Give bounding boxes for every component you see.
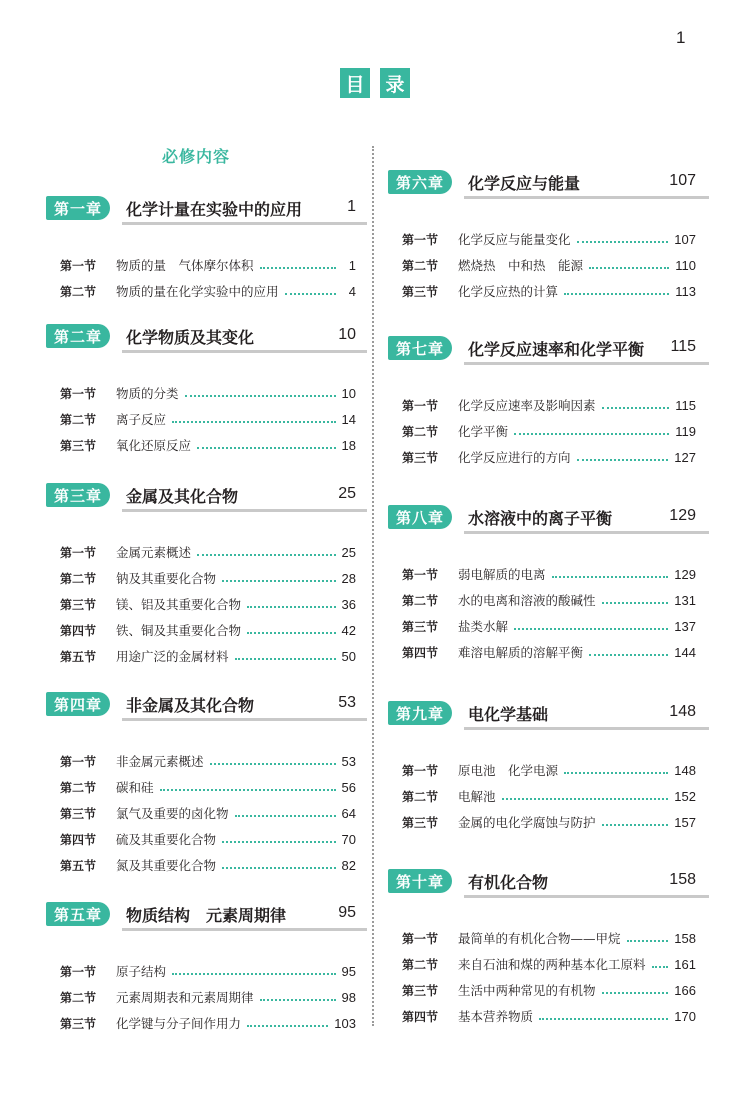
section-page: 161 [674,956,696,972]
chapter-page: 1 [347,198,356,215]
section-row[interactable] [388,278,696,304]
section-title: 氮及其重要化合物 [116,858,217,873]
section-list [388,392,696,470]
section-list [46,252,356,304]
section-page: 131 [674,592,696,608]
chapter-badge: 第五章 [46,902,110,926]
leader-dots [260,998,336,1001]
section-row[interactable] [46,432,356,458]
section-title: 离子反应 [116,412,167,427]
section-number: 第一节 [60,545,97,560]
section-page: 56 [341,779,356,795]
section-number: 第三节 [60,1016,97,1031]
section-row[interactable] [388,809,696,835]
leader-dots [210,762,336,765]
section-number: 第二节 [60,284,97,299]
section-number: 第三节 [402,983,439,998]
section-number: 第四节 [402,1009,439,1024]
section-list [46,748,356,878]
section-page: 157 [674,814,696,830]
section-list [388,925,696,1029]
section-page: 98 [341,989,356,1005]
section-page: 4 [348,283,356,299]
leader-dots [222,579,336,582]
section-number: 第一节 [60,258,97,273]
section-page: 14 [341,411,356,427]
section-number: 第一节 [402,398,439,413]
section-page: 18 [341,437,356,453]
section-row[interactable] [388,977,696,1003]
chapter-page: 115 [670,338,696,355]
section-list [46,958,356,1036]
section-row[interactable] [388,613,696,639]
leader-dots [247,1024,328,1027]
section-number: 第一节 [402,931,439,946]
leader-dots [247,605,336,608]
section-number: 第三节 [60,438,97,453]
section-page: 36 [341,596,356,612]
chapter-underline [464,895,709,898]
section-row[interactable] [46,539,356,565]
section-number: 第三节 [60,806,97,821]
leader-dots [602,823,669,826]
toc-title-char-2: 录 [380,68,410,98]
chapter-entry[interactable] [388,170,696,304]
leader-dots [627,939,669,942]
chapter-underline [122,222,367,225]
section-title: 基本营养物质 [458,1009,534,1024]
leader-dots [197,446,336,449]
section-row[interactable] [388,226,696,252]
section-row[interactable] [46,826,356,852]
leader-dots [652,965,669,968]
section-title: 电解池 [458,789,496,804]
section-title: 盐类水解 [458,619,509,634]
section-title: 物质的量 气体摩尔体积 [116,258,254,273]
section-row[interactable] [388,783,696,809]
section-title: 用途广泛的金属材料 [116,649,229,664]
section-list [46,380,356,458]
chapter-underline [464,362,709,365]
section-row[interactable] [46,406,356,432]
section-page: 103 [334,1015,356,1031]
chapter-title: 非金属及其化合物 [126,696,255,715]
section-title: 物质的分类 [116,386,179,401]
chapter-underline [464,196,709,199]
section-number: 第二节 [402,258,439,273]
section-title: 化学反应与能量变化 [458,232,571,247]
chapter-entry[interactable] [388,869,696,1029]
leader-dots [185,394,336,397]
section-row[interactable] [46,380,356,406]
chapter-underline [464,531,709,534]
section-title: 弱电解质的电离 [458,567,546,582]
section-number: 第三节 [402,450,439,465]
section-title: 化学反应进行的方向 [458,450,571,465]
section-title: 铁、铜及其重要化合物 [116,623,242,638]
chapter-underline [122,509,367,512]
chapter-page: 53 [338,694,356,711]
chapter-title: 物质结构 元素周期律 [126,906,287,925]
leader-dots [172,420,336,423]
chapter-heading [388,701,696,727]
chapter-badge: 第二章 [46,324,110,348]
chapter-title: 有机化合物 [468,873,549,892]
section-title: 氧化还原反应 [116,438,192,453]
leader-dots [235,814,336,817]
section-title: 元素周期表和元素周期律 [116,990,254,1005]
section-page: 25 [341,544,356,560]
chapter-heading [388,505,696,531]
section-row[interactable] [46,1010,356,1036]
chapter-heading [46,324,356,350]
section-row[interactable] [46,565,356,591]
section-page: 158 [674,930,696,946]
column-divider [372,146,374,1026]
section-title: 来自石油和煤的两种基本化工原料 [458,957,646,972]
section-row[interactable] [388,444,696,470]
section-number: 第二节 [402,593,439,608]
section-title: 钠及其重要化合物 [116,571,217,586]
section-page: 28 [341,570,356,586]
section-row[interactable] [46,748,356,774]
leader-dots [589,266,669,269]
section-list [46,539,356,669]
section-title: 化学反应热的计算 [458,284,559,299]
section-page: 152 [674,788,696,804]
section-number: 第二节 [402,957,439,972]
leader-dots [564,292,669,295]
section-row[interactable] [46,252,356,278]
chapter-title: 电化学基础 [468,705,549,724]
leader-dots [160,788,336,791]
chapter-heading [46,196,356,222]
leader-dots [222,840,336,843]
section-title: 镁、铝及其重要化合物 [116,597,242,612]
section-page: 170 [674,1008,696,1024]
section-title: 化学键与分子间作用力 [116,1016,242,1031]
section-row[interactable] [46,591,356,617]
chapter-entry[interactable] [388,505,696,665]
chapter-title: 水溶液中的离子平衡 [468,509,613,528]
chapter-page: 107 [669,172,696,189]
section-number: 第三节 [402,619,439,634]
leader-dots [589,653,668,656]
section-page: 1 [348,257,356,273]
chapter-entry[interactable] [388,701,696,835]
chapter-title: 金属及其化合物 [126,487,239,506]
chapter-entry[interactable] [46,692,356,878]
chapter-page: 129 [669,507,696,524]
chapter-badge: 第十章 [388,869,452,893]
leader-dots [172,972,336,975]
section-page: 166 [674,982,696,998]
section-page: 110 [675,257,696,273]
section-list [388,561,696,665]
page-number: 1 [676,28,686,47]
section-number: 第二节 [60,571,97,586]
section-page: 137 [674,618,696,634]
chapter-title: 化学反应与能量 [468,174,581,193]
section-number: 第一节 [60,754,97,769]
chapter-badge: 第一章 [46,196,110,220]
section-title: 非金属元素概述 [116,754,204,769]
section-number: 第四节 [402,645,439,660]
section-number: 第五节 [60,649,97,664]
chapter-heading [46,902,356,928]
section-page: 82 [341,857,356,873]
section-list [388,226,696,304]
section-title: 最简单的有机化合物——甲烷 [458,931,621,946]
section-title: 化学平衡 [458,424,509,439]
section-number: 第二节 [60,990,97,1005]
section-number: 第五节 [60,858,97,873]
chapter-underline [122,350,367,353]
chapter-entry[interactable] [388,336,696,470]
leader-dots [514,627,668,630]
chapter-page: 148 [669,703,696,720]
chapter-title: 化学物质及其变化 [126,328,255,347]
section-page: 115 [675,397,696,413]
section-page: 53 [341,753,356,769]
leader-dots [247,631,336,634]
section-title: 金属的电化学腐蚀与防护 [458,815,596,830]
section-page: 129 [674,566,696,582]
leader-dots [577,458,669,461]
chapter-badge: 第三章 [46,483,110,507]
section-title: 物质的量在化学实验中的应用 [116,284,279,299]
chapter-heading [388,170,696,196]
leader-dots [235,657,336,660]
leader-dots [602,601,669,604]
section-page: 50 [341,648,356,664]
section-title: 原电池 化学电源 [458,763,559,778]
section-title: 难溶电解质的溶解平衡 [458,645,584,660]
section-number: 第一节 [60,964,97,979]
leader-dots [552,575,669,578]
section-row[interactable] [46,800,356,826]
section-page: 119 [675,423,696,439]
leader-dots [285,292,336,295]
section-title: 金属元素概述 [116,545,192,560]
chapter-underline [122,928,367,931]
section-row[interactable] [46,617,356,643]
section-number: 第二节 [60,780,97,795]
section-page: 95 [341,963,356,979]
section-row[interactable] [46,852,356,878]
section-number: 第三节 [402,815,439,830]
chapter-underline [122,718,367,721]
chapter-heading [388,336,696,362]
section-title: 硫及其重要化合物 [116,832,217,847]
section-page: 127 [674,449,696,465]
chapter-page: 25 [338,485,356,502]
leader-dots [602,991,669,994]
chapter-entry[interactable] [46,324,356,458]
section-page: 144 [674,644,696,660]
section-number: 第二节 [402,424,439,439]
section-number: 第一节 [60,386,97,401]
section-page: 148 [674,762,696,778]
section-row[interactable] [388,561,696,587]
section-row[interactable] [388,951,696,977]
section-number: 第四节 [60,623,97,638]
section-page: 113 [675,283,696,299]
section-row[interactable] [388,925,696,951]
leader-dots [564,771,668,774]
leader-dots [602,406,670,409]
section-row[interactable] [388,639,696,665]
section-row[interactable] [46,958,356,984]
section-heading: 必修内容 [162,147,231,166]
section-title: 燃烧热 中和热 能源 [458,258,584,273]
section-title: 化学反应速率及影响因素 [458,398,596,413]
section-page: 64 [341,805,356,821]
chapter-badge: 第六章 [388,170,452,194]
section-title: 氯气及重要的卤化物 [116,806,229,821]
section-row[interactable] [388,757,696,783]
section-number: 第三节 [402,284,439,299]
chapter-badge: 第九章 [388,701,452,725]
section-page: 10 [341,385,356,401]
section-row[interactable] [388,252,696,278]
leader-dots [502,797,669,800]
chapter-underline [464,727,709,730]
section-row[interactable] [46,643,356,669]
section-title: 水的电离和溶液的酸碱性 [458,593,596,608]
section-row[interactable] [46,984,356,1010]
section-page: 70 [341,831,356,847]
chapter-badge: 第八章 [388,505,452,529]
section-page: 107 [674,231,696,247]
chapter-entry[interactable] [46,902,356,1036]
chapter-heading [46,692,356,718]
leader-dots [577,240,669,243]
chapter-badge: 第四章 [46,692,110,716]
chapter-page: 10 [338,326,356,343]
chapter-badge: 第七章 [388,336,452,360]
section-row[interactable] [388,587,696,613]
section-title: 碳和硅 [116,780,154,795]
section-row[interactable] [388,418,696,444]
chapter-heading [388,869,696,895]
toc-title [0,68,750,98]
section-row[interactable] [388,392,696,418]
chapter-page: 95 [338,904,356,921]
section-row[interactable] [388,1003,696,1029]
section-number: 第一节 [402,763,439,778]
chapter-page: 158 [669,871,696,888]
chapter-heading [46,483,356,509]
chapter-entry[interactable] [46,196,356,304]
section-number: 第一节 [402,567,439,582]
chapter-title: 化学反应速率和化学平衡 [468,340,645,359]
toc-title-char-1: 目 [340,68,370,98]
section-number: 第三节 [60,597,97,612]
section-page: 42 [341,622,356,638]
leader-dots [539,1017,668,1020]
section-title: 生活中两种常见的有机物 [458,983,596,998]
section-number: 第四节 [60,832,97,847]
section-number: 第二节 [60,412,97,427]
chapter-title: 化学计量在实验中的应用 [126,200,303,219]
leader-dots [222,866,336,869]
section-row[interactable] [46,774,356,800]
chapter-entry[interactable] [46,483,356,669]
section-row[interactable] [46,278,356,304]
leader-dots [514,432,669,435]
section-title: 原子结构 [116,964,167,979]
leader-dots [197,553,336,556]
section-number: 第二节 [402,789,439,804]
section-number: 第一节 [402,232,439,247]
section-list [388,757,696,835]
leader-dots [260,266,336,269]
